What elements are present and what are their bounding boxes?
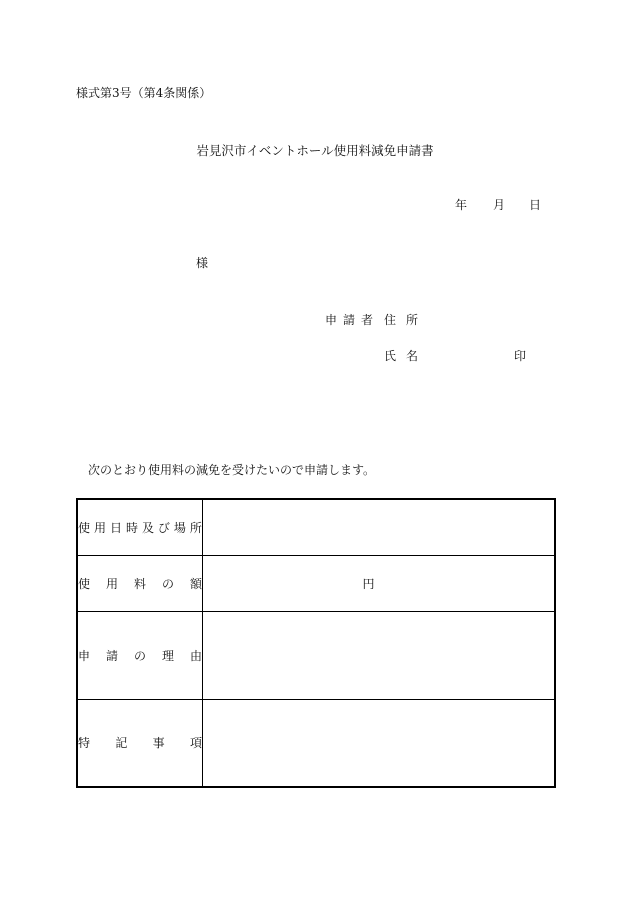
- application-table: [76, 498, 556, 788]
- application-reason-label: [77, 611, 203, 699]
- seal-mark: 印: [514, 349, 527, 363]
- table-row: [77, 555, 555, 611]
- intro-text: 次のとおり使用料の減免を受けたいので申請します。: [88, 463, 376, 477]
- special-notes-label: [77, 699, 203, 787]
- label-char: 申: [78, 648, 91, 663]
- label-char: 所: [189, 520, 202, 535]
- label-char: 記: [115, 736, 128, 751]
- table-row: [77, 699, 555, 787]
- label-char: 使: [78, 520, 91, 535]
- addressee-suffix: 様: [196, 256, 209, 270]
- applicant-role-char: 請: [343, 313, 356, 327]
- form-number: 様式第3号（第4条関係）: [76, 86, 212, 100]
- label-char: 理: [161, 648, 174, 663]
- usage-datetime-place-label: [77, 499, 203, 555]
- address-label-char: 所: [406, 313, 419, 327]
- label-char: び: [157, 520, 170, 535]
- label-char: 項: [189, 736, 202, 751]
- usage-fee-amount-field[interactable]: [203, 555, 556, 611]
- usage-fee-amount-label: [77, 555, 203, 611]
- usage-datetime-place-field[interactable]: [203, 499, 556, 555]
- label-char: 日: [109, 520, 122, 535]
- document-title: 岩見沢市イベントホール使用料減免申請書: [196, 143, 434, 158]
- special-notes-field[interactable]: [203, 699, 556, 787]
- name-label-char: 名: [406, 349, 419, 363]
- applicant-role-char: 者: [361, 313, 374, 327]
- label-char: 使: [78, 576, 91, 591]
- label-char: の: [133, 648, 146, 663]
- applicant-role-char: 申: [325, 313, 338, 327]
- date-year-label: 年: [455, 198, 468, 212]
- label-char: 額: [189, 576, 202, 591]
- label-char: 請: [105, 648, 118, 663]
- date-day-label: 日: [529, 198, 542, 212]
- label-char: 料: [133, 576, 146, 591]
- label-char: 用: [93, 520, 106, 535]
- application-reason-field[interactable]: [203, 611, 556, 699]
- table-row: [77, 611, 555, 699]
- address-label-char: 住: [384, 313, 397, 327]
- label-char: の: [161, 576, 174, 591]
- label-char: 時: [125, 520, 138, 535]
- name-label-char: 氏: [384, 349, 397, 363]
- label-char: 用: [105, 576, 118, 591]
- yen-unit: 円: [362, 576, 375, 591]
- label-char: 特: [78, 736, 91, 751]
- label-char: 由: [189, 648, 202, 663]
- table-row: [77, 499, 555, 555]
- label-char: 事: [152, 736, 165, 751]
- date-month-label: 月: [493, 198, 506, 212]
- label-char: 場: [173, 520, 186, 535]
- label-char: 及: [141, 520, 154, 535]
